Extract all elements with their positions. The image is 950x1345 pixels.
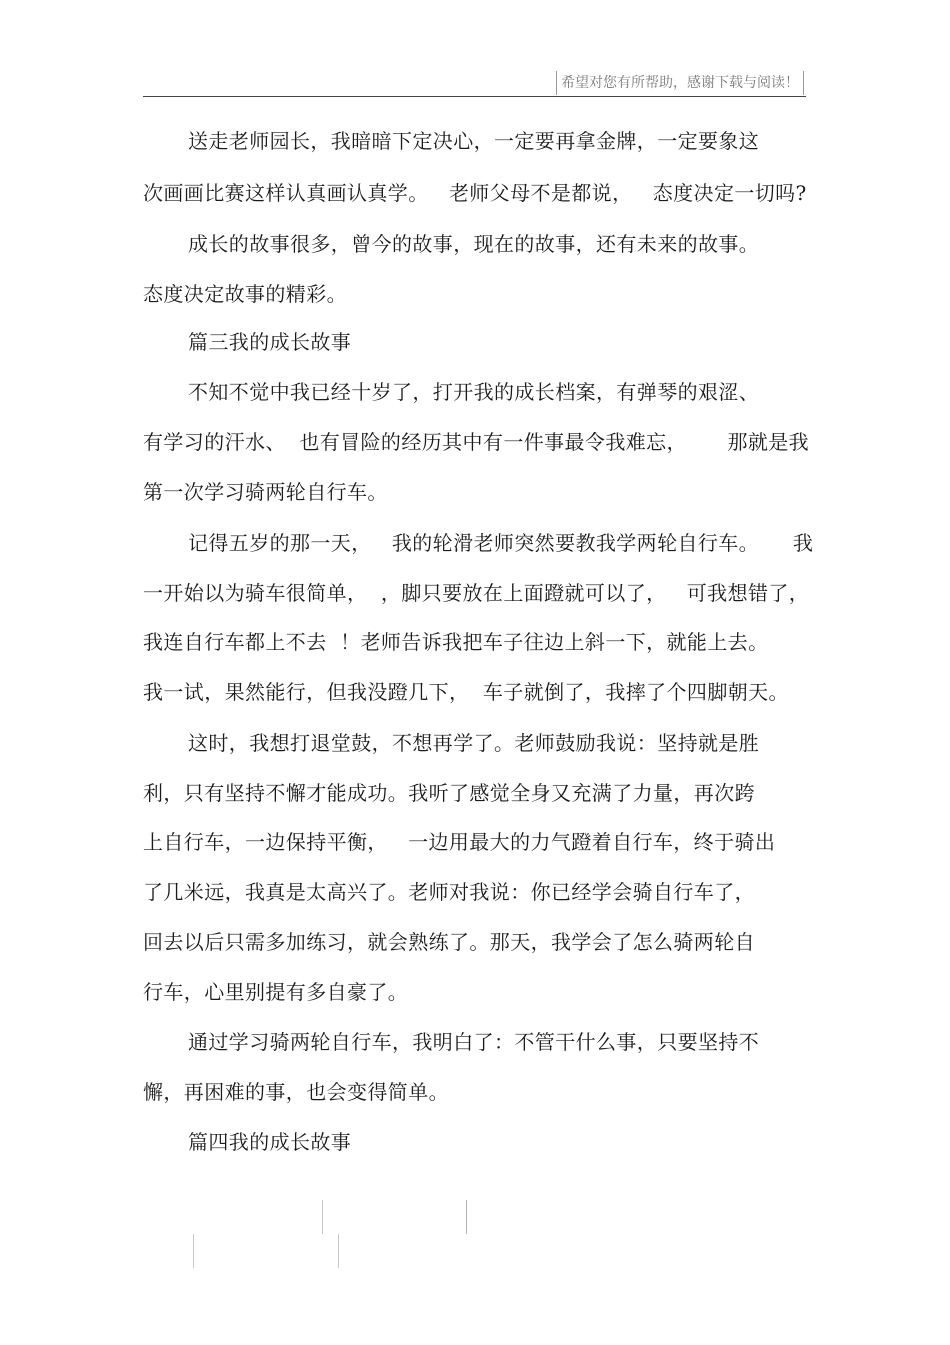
text-line: 行车，心里别提有多自豪了。 xyxy=(143,980,409,1004)
section-heading: 篇四我的成长故事 xyxy=(188,1130,352,1154)
text-line: 回去以后只需多加练习，就会熟练了。那天，我学会了怎么骑两轮自 xyxy=(143,930,755,954)
scan-artifact-mark xyxy=(466,1200,467,1234)
text-line: 懈，再困难的事，也会变得简单。 xyxy=(143,1080,449,1104)
text-line: 第一次学习骑两轮自行车。 xyxy=(143,480,388,504)
text-line: 不知不觉中我已经十岁了，打开我的成长档案，有弹琴的艰涩、 xyxy=(188,380,760,404)
text-line: 一开始以为骑车很简单， ，脚只要放在上面蹬就可以了， 可我想错了， xyxy=(143,581,810,605)
text-line: 次画画比赛这样认真画认真学。 老师父母不是都说， 态度决定一切吗? xyxy=(143,181,807,205)
text-line: 了几米远，我真是太高兴了。老师对我说：你已经学会骑自行车了， xyxy=(143,880,755,904)
header-rule xyxy=(143,96,806,97)
text-line: 送走老师园长，我暗暗下定决心，一定要再拿金牌，一定要象这 xyxy=(188,129,760,153)
text-line: 成长的故事很多，曾今的故事，现在的故事，还有未来的故事。 xyxy=(188,232,760,256)
text-line: 有学习的汗水、 也有冒险的经历其中有一件事最令我难忘， 那就是我 xyxy=(143,430,810,454)
text-line: 我连自行车都上不去 ！老师告诉我把车子往边上斜一下，就能上去。 xyxy=(143,630,769,654)
text-line: 上自行车，一边保持平衡， 一边用最大的力气蹬着自行车，终于骑出 xyxy=(143,830,776,854)
section-heading: 篇三我的成长故事 xyxy=(188,330,352,354)
text-line: 我一试，果然能行，但我没蹬几下， 车子就倒了，我摔了个四脚朝天。 xyxy=(143,680,789,704)
scan-artifact-mark xyxy=(322,1200,323,1234)
text-line: 通过学习骑两轮自行车，我明白了：不管干什么事，只要坚持不 xyxy=(188,1030,760,1054)
text-line: 利，只有坚持不懈才能成功。我听了感觉全身又充满了力量，再次跨 xyxy=(143,781,755,805)
scan-artifact-mark xyxy=(338,1234,339,1268)
page-header-note: 希望对您有所帮助，感谢下载与阅读！ xyxy=(556,71,804,95)
scan-artifact-mark xyxy=(193,1234,194,1268)
text-line: 态度决定故事的精彩。 xyxy=(143,282,347,306)
text-line: 这时，我想打退堂鼓，不想再学了。老师鼓励我说：坚持就是胜 xyxy=(188,731,760,755)
text-line: 记得五岁的那一天， 我的轮滑老师突然要教我学两轮自行车。 我 xyxy=(188,531,814,555)
